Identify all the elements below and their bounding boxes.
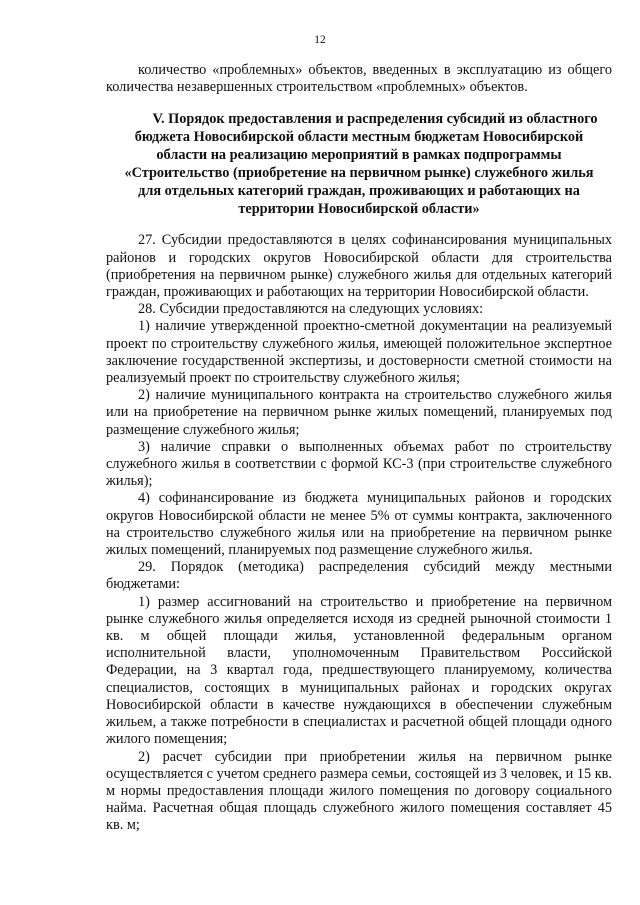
paragraph-28-item-4: 4) софинансирование из бюджета муниципальных районов и городских округов Новосибирской области не менее 5% от суммы контракта, заключенного на строительство служебного жилья или на приобретение на первичном рынке жилых помещений, планируемых под размещение служебного жилья. — [106, 490, 612, 559]
paragraph-28-item-1: 1) наличие утвержденной проектно-сметной документации на реализуемый проект по строительству служебного жилья, имеющей положительное экспертное заключение государственной экспертизы, и достоверности сметной стоимости на реализуемый проект по строительству служебного жилья; — [106, 318, 612, 387]
paragraph-29-item-1: 1) размер ассигнований на строительство и приобретение на первичном рынке служебного жилья определяется исходя из средней рыночной стоимости 1 кв. м общей площади жилья, установленной федеральным органом исполнительной власти, уполномоченным Правительством Российской Федерации, на 3 квартал года, предшествующего планируемому, количества специалистов, состоящих в муниципальных районах и городских округах Новосибирской области в качестве нуждающихся в обеспечении служебным жильем, а также потребности в специалистах и расчетной общей площади одного жилого помещения; — [106, 593, 612, 748]
paragraph-intro: количество «проблемных» объектов, введенных в эксплуатацию из общего количества незавершенных строительством «проблемных» объектов. — [106, 62, 612, 96]
paragraph-28-item-2: 2) наличие муниципального контракта на строительство служебного жилья или на приобретение на первичном рынке жилых помещений, планируемых под размещение служебного жилья; — [106, 387, 612, 438]
paragraph-28-item-3: 3) наличие справки о выполненных объемах работ по строительству служебного жилья в соответствии с формой КС-3 (при строительстве служебного жилья); — [106, 438, 612, 490]
paragraph-28: 28. Субсидии предоставляются на следующих условиях: — [138, 301, 484, 318]
page-number: 12 — [314, 34, 326, 46]
paragraph-29: 29. Порядок (методика) распределения субсидий между местными бюджетами: — [106, 559, 612, 593]
section-heading: V. Порядок предоставления и распределения субсидий из областного бюджета Новосибирской области местным бюджетам Новосибирской области на реализацию мероприятий в рамках подпрограммы «Строительство (приобретение на первичном рынке) служебного жилья для отдельных категорий граждан, проживающих и работающих на территории Новосибирской области» — [124, 111, 598, 218]
document-body — [106, 62, 612, 835]
paragraph-27: 27. Субсидии предоставляются в целях софинансирования муниципальных районов и городских округов Новосибирской области для строительства (приобретения на первичном рынке) служебного жилья для отдельных категорий граждан, проживающих и работающих на территории Новосибирской области. — [106, 232, 612, 301]
paragraph-29-item-2: 2) расчет субсидии при приобретении жилья на первичном рынке осуществляется с учетом среднего размера семьи, состоящей из 3 человек, и 15 кв. м нормы предоставления площади жилого помещения по договору социального найма. Расчетная общая площадь служебного жилого помещения составляет 45 кв. м; — [106, 748, 612, 834]
